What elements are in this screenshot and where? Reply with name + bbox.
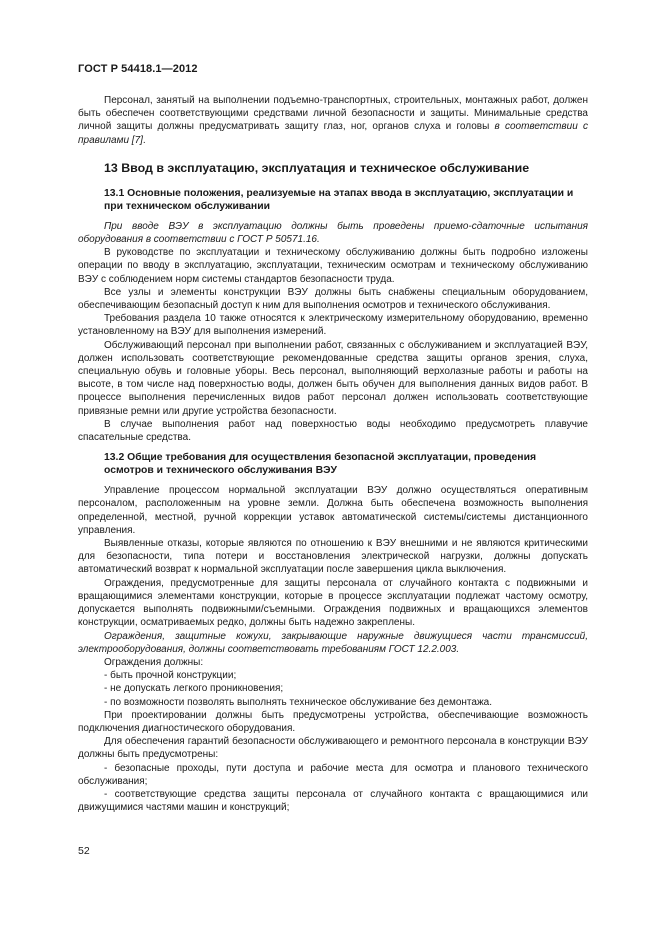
s13-2-paragraph-5: Ограждения должны: xyxy=(104,656,204,668)
s13-2-paragraph-2: Выявленные отказы, которые являются по отношению к ВЭУ внешними и не являются критическими для безопасности, типа потери и восстановления электрической нагрузки, должны допускать автоматический возврат к нормальной эксплуатации после завершения цикла выключения. xyxy=(78,538,588,576)
list-item: - безопасные проходы, пути доступа и рабочие места для осмотра и планового технического обслуживания; xyxy=(78,762,588,787)
s13-2-paragraph-4: Ограждения, защитные кожухи, закрывающие наружные движущиеся части трансмиссий, электрооборудования, должны соответствовать требованиям ГОСТ 12.2.003. xyxy=(78,630,588,655)
page-content xyxy=(78,94,588,814)
spacer xyxy=(78,444,588,451)
s13-2-paragraph-6: При проектировании должны быть предусмотрены устройства, обеспечивающие возможность подключения диагностического оборудования. xyxy=(78,709,588,734)
section-13-heading: 13 Ввод в эксплуатацию, эксплуатация и техническое обслуживание xyxy=(104,160,530,175)
list-item: - не допускать легкого проникновения; xyxy=(104,683,284,695)
s13-1-paragraph-4: Требования раздела 10 также относятся к электрическому измерительному оборудованию, временно установленному на ВЭУ для выполнения измерений. xyxy=(78,313,588,338)
intro-italic: в соответствии с правилами [7] xyxy=(78,121,588,146)
s13-1-paragraph-3: Все узлы и элементы конструкции ВЭУ должны быть снабжены специальным оборудованием, обеспечивающим безопасный доступ к ним для выполнения осмотров и технического обслуживания. xyxy=(78,286,588,312)
page-number: 52 xyxy=(78,845,90,857)
s13-1-paragraph-2: В руководстве по эксплуатации и техническому обслуживанию должны быть подробно изложены операции по вводу в эксплуатацию, эксплуатации, техническим осмотрам и техническому обслуживанию ВЭУ с соблюдением норм системы стандартов безопасности труда. xyxy=(78,247,588,285)
s13-1-paragraph-5: Обслуживающий персонал при выполнении работ, связанных с обслуживанием и эксплуатацией ВЭУ, должен использовать соответствующие рекомендованные средства защиты органов зрения, слуха, специальную обувь и головные уборы. Весь персонал, выполняющий верхолазные работы и работы на высоте, в том числе над поверхностью воды, должен быть обучен для выполнения данных видов работ. В процессе выполнения перечисленных видов работ персонал должен использовать соответствующие привязные ремни или другие устройства безопасности. xyxy=(78,339,588,417)
document-header: ГОСТ Р 54418.1—2012 xyxy=(78,63,198,75)
s13-2-paragraph-7: Для обеспечения гарантий безопасности обслуживающего и ремонтного персонала в конструкции ВЭУ должны быть предусмотрены: xyxy=(78,736,588,761)
section-13-2-heading: 13.2 Общие требования для осуществления безопасной эксплуатации, проведения осмотров и технического обслуживания ВЭУ xyxy=(104,452,537,477)
list-item: - быть прочной конструкции; xyxy=(104,670,237,682)
s13-1-paragraph-1: При вводе ВЭУ в эксплуатацию должны быть проведены приемо-сдаточные испытания оборудования в соответствии с ГОСТ Р 50571.16. xyxy=(78,220,588,246)
list-item: - соответствующие средства защиты персонала от случайного контакта с вращающимися или движущимися частями машин и конструкций; xyxy=(78,788,588,814)
s13-1-paragraph-6: В случае выполнения работ над поверхностью воды необходимо предусмотреть плавучие спасательные средства. xyxy=(78,418,588,444)
s13-2-paragraph-1: Управление процессом нормальной эксплуатации ВЭУ должно осуществляться оперативным персоналом, расположенным на уровне земли. Должна быть обеспечена возможность выполнения определенной, местной, ручной коррекции уставок автоматической системы/системы дистанционного управления. xyxy=(78,485,588,536)
s13-2-paragraph-3: Ограждения, предусмотренные для защиты персонала от случайного контакта с подвижными и вращающимися элементами конструкции, которые в процессе эксплуатации подлежат частому осмотру, допускается выполнять подвижными/съемными. Ограждения подвижных и вращающихся элементов конструкции, осматриваемых редко, должны быть надежно закреплены. xyxy=(78,577,588,629)
intro-end: . xyxy=(142,134,146,146)
section-13-1-heading: 13.1 Основные положения, реализуемые на этапах ввода в эксплуатацию, эксплуатации и при техническом обслуживании xyxy=(104,187,574,212)
intro-text: Персонал, занятый на выполнении подъемно-транспортных, строительных, монтажных работ, должен быть обеспечен соответствующими средствами личной безопасности и защиты. Минимальные средства личной защиты должны предусматривать защиту глаз, ног, органов слуха и головы xyxy=(78,95,588,133)
list-item: - по возможности позволять выполнять техническое обслуживание без демонтажа. xyxy=(104,696,492,708)
intro-paragraph xyxy=(78,94,588,147)
